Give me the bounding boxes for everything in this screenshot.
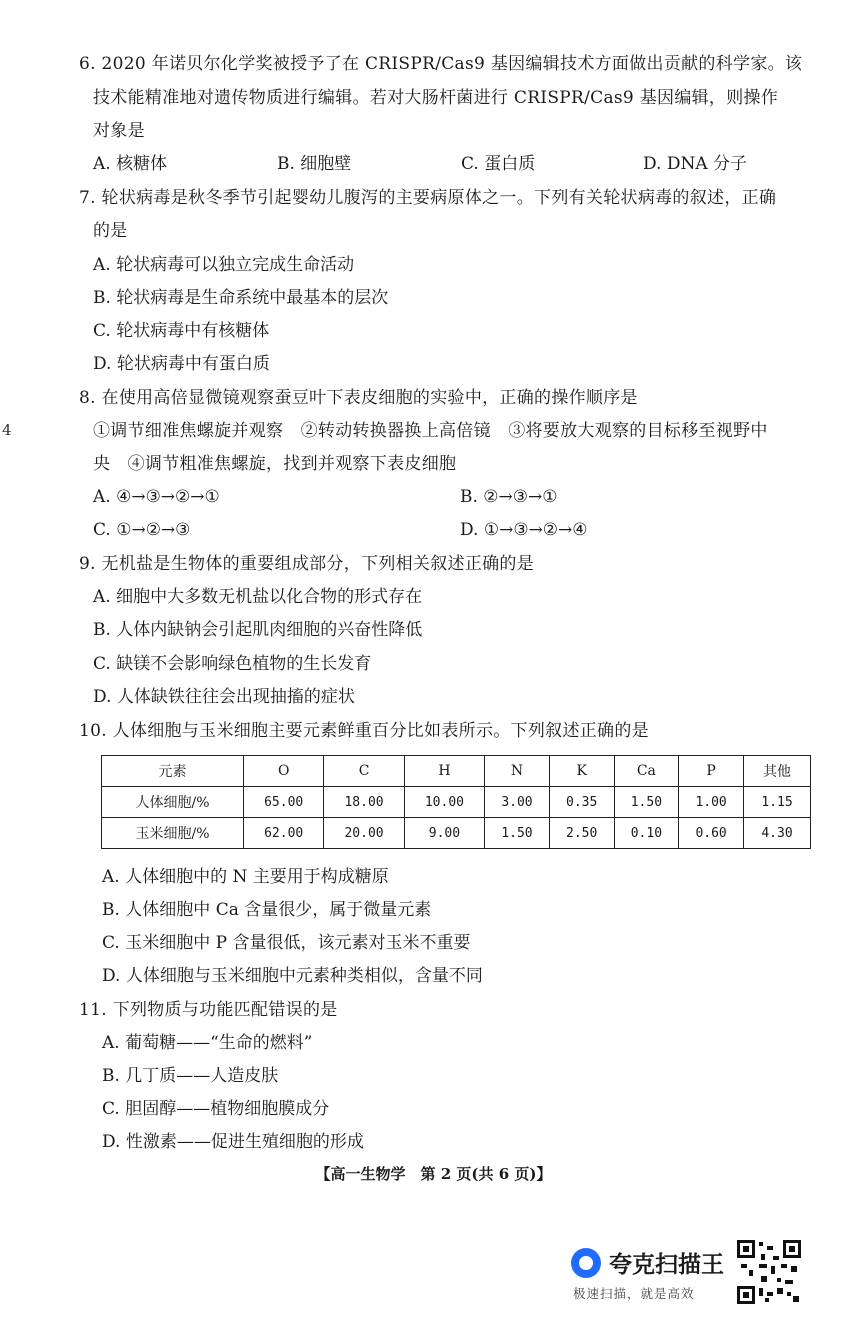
q8-option-b[interactable]: B. ②→③→① <box>460 487 558 507</box>
q10-option-a[interactable]: A. 人体细胞中的 N 主要用于构成糖原 <box>102 867 389 887</box>
table-cell: 18.00 <box>324 787 404 818</box>
table-cell: 1.50 <box>614 787 679 818</box>
q9-option-b[interactable]: B. 人体内缺钠会引起肌肉细胞的兴奋性降低 <box>93 620 423 640</box>
q6-line-3: 对象是 <box>93 121 145 141</box>
table-cell: 1.00 <box>679 787 744 818</box>
table-header-cell: O <box>244 756 324 787</box>
q11-option-d[interactable]: D. 性激素——促进生殖细胞的形成 <box>102 1132 364 1152</box>
q7-option-c[interactable]: C. 轮状病毒中有核糖体 <box>93 321 270 341</box>
q7-option-d[interactable]: D. 轮状病毒中有蛋白质 <box>93 354 270 374</box>
q11-line-1: 11. 下列物质与功能匹配错误的是 <box>79 1000 338 1020</box>
table-cell: 1.50 <box>485 818 550 849</box>
q9-option-c[interactable]: C. 缺镁不会影响绿色植物的生长发育 <box>93 654 372 674</box>
table-header-cell: Ca <box>614 756 679 787</box>
qr-code-icon <box>737 1240 801 1304</box>
q6-line-1: 6. 2020 年诺贝尔化学奖被授予了在 CRISPR/Cas9 基因编辑技术方面做出贡献的科学家。该 <box>79 54 803 74</box>
q6-option-d[interactable]: D. DNA 分子 <box>643 154 748 174</box>
table-header-cell: P <box>679 756 744 787</box>
q11-option-c[interactable]: C. 胆固醇——植物细胞膜成分 <box>102 1099 330 1119</box>
table-row <box>102 818 811 849</box>
scanner-watermark <box>571 1244 731 1304</box>
page-footer: 【高一生物学 第 2 页(共 6 页)】 <box>315 1165 552 1183</box>
table-cell: 1.15 <box>744 787 811 818</box>
table-header-row <box>102 756 811 787</box>
table-header-cell: K <box>549 756 614 787</box>
table-header-cell: 元素 <box>102 756 244 787</box>
table-cell: 0.35 <box>549 787 614 818</box>
q8-option-c[interactable]: C. ①→②→③ <box>93 520 191 540</box>
q9-option-a[interactable]: A. 细胞中大多数无机盐以化合物的形式存在 <box>93 587 423 607</box>
q10-line-1: 10. 人体细胞与玉米细胞主要元素鲜重百分比如表所示。下列叙述正确的是 <box>79 721 649 741</box>
q6-option-b[interactable]: B. 细胞壁 <box>277 154 352 174</box>
brand-slogan: 极速扫描，就是高效 <box>573 1286 695 1301</box>
table-cell: 0.60 <box>679 818 744 849</box>
q10-option-d[interactable]: D. 人体细胞与玉米细胞中元素种类相似，含量不同 <box>102 966 483 986</box>
quark-logo-icon <box>571 1248 601 1278</box>
table-cell: 4.30 <box>744 818 811 849</box>
q10-option-b[interactable]: B. 人体细胞中 Ca 含量很少，属于微量元素 <box>102 900 432 920</box>
q11-option-b[interactable]: B. 几丁质——人造皮肤 <box>102 1066 279 1086</box>
q7-option-a[interactable]: A. 轮状病毒可以独立完成生命活动 <box>93 255 355 275</box>
table-cell: 3.00 <box>485 787 550 818</box>
margin-mark: 4 <box>2 421 12 439</box>
table-cell: 62.00 <box>244 818 324 849</box>
table-cell: 人体细胞/% <box>102 787 244 818</box>
q9-option-d[interactable]: D. 人体缺铁往往会出现抽搐的症状 <box>93 687 355 707</box>
q6-line-2: 技术能精准地对遗传物质进行编辑。若对大肠杆菌进行 CRISPR/Cas9 基因编辑，则操作 <box>93 88 779 108</box>
table-header-cell: N <box>485 756 550 787</box>
table-header-cell: H <box>404 756 484 787</box>
table-cell: 2.50 <box>549 818 614 849</box>
q8-line-2: ①调节细准焦螺旋并观察 ②转动转换器换上高倍镜 ③将要放大观察的目标移至视野中 <box>93 421 768 441</box>
q7-option-b[interactable]: B. 轮状病毒是生命系统中最基本的层次 <box>93 288 389 308</box>
table-header-cell: 其他 <box>744 756 811 787</box>
q7-line-2: 的是 <box>93 221 128 241</box>
table-cell: 0.10 <box>614 818 679 849</box>
q6-option-a[interactable]: A. 核糖体 <box>93 154 168 174</box>
table-cell: 20.00 <box>324 818 404 849</box>
table-cell: 9.00 <box>404 818 484 849</box>
table-cell: 10.00 <box>404 787 484 818</box>
q11-option-a[interactable]: A. 葡萄糖——“生命的燃料” <box>102 1033 313 1053</box>
table-row <box>102 787 811 818</box>
table-cell: 玉米细胞/% <box>102 818 244 849</box>
q8-option-d[interactable]: D. ①→③→②→④ <box>460 520 588 540</box>
q7-line-1: 7. 轮状病毒是秋冬季节引起婴幼儿腹泻的主要病原体之一。下列有关轮状病毒的叙述，正确 <box>79 188 777 208</box>
q8-line-3: 央 ④调节粗准焦螺旋，找到并观察下表皮细胞 <box>93 454 457 474</box>
q8-line-1: 8. 在使用高倍显微镜观察蚕豆叶下表皮细胞的实验中，正确的操作顺序是 <box>79 388 638 408</box>
q10-option-c[interactable]: C. 玉米细胞中 P 含量很低，该元素对玉米不重要 <box>102 933 471 953</box>
table-cell: 65.00 <box>244 787 324 818</box>
q9-line-1: 9. 无机盐是生物体的重要组成部分，下列相关叙述正确的是 <box>79 554 535 574</box>
table-header-cell: C <box>324 756 404 787</box>
element-percentage-table <box>101 755 811 849</box>
brand-name: 夸克扫描王 <box>609 1252 724 1278</box>
q8-option-a[interactable]: A. ④→③→②→① <box>93 487 220 507</box>
q6-option-c[interactable]: C. 蛋白质 <box>461 154 536 174</box>
